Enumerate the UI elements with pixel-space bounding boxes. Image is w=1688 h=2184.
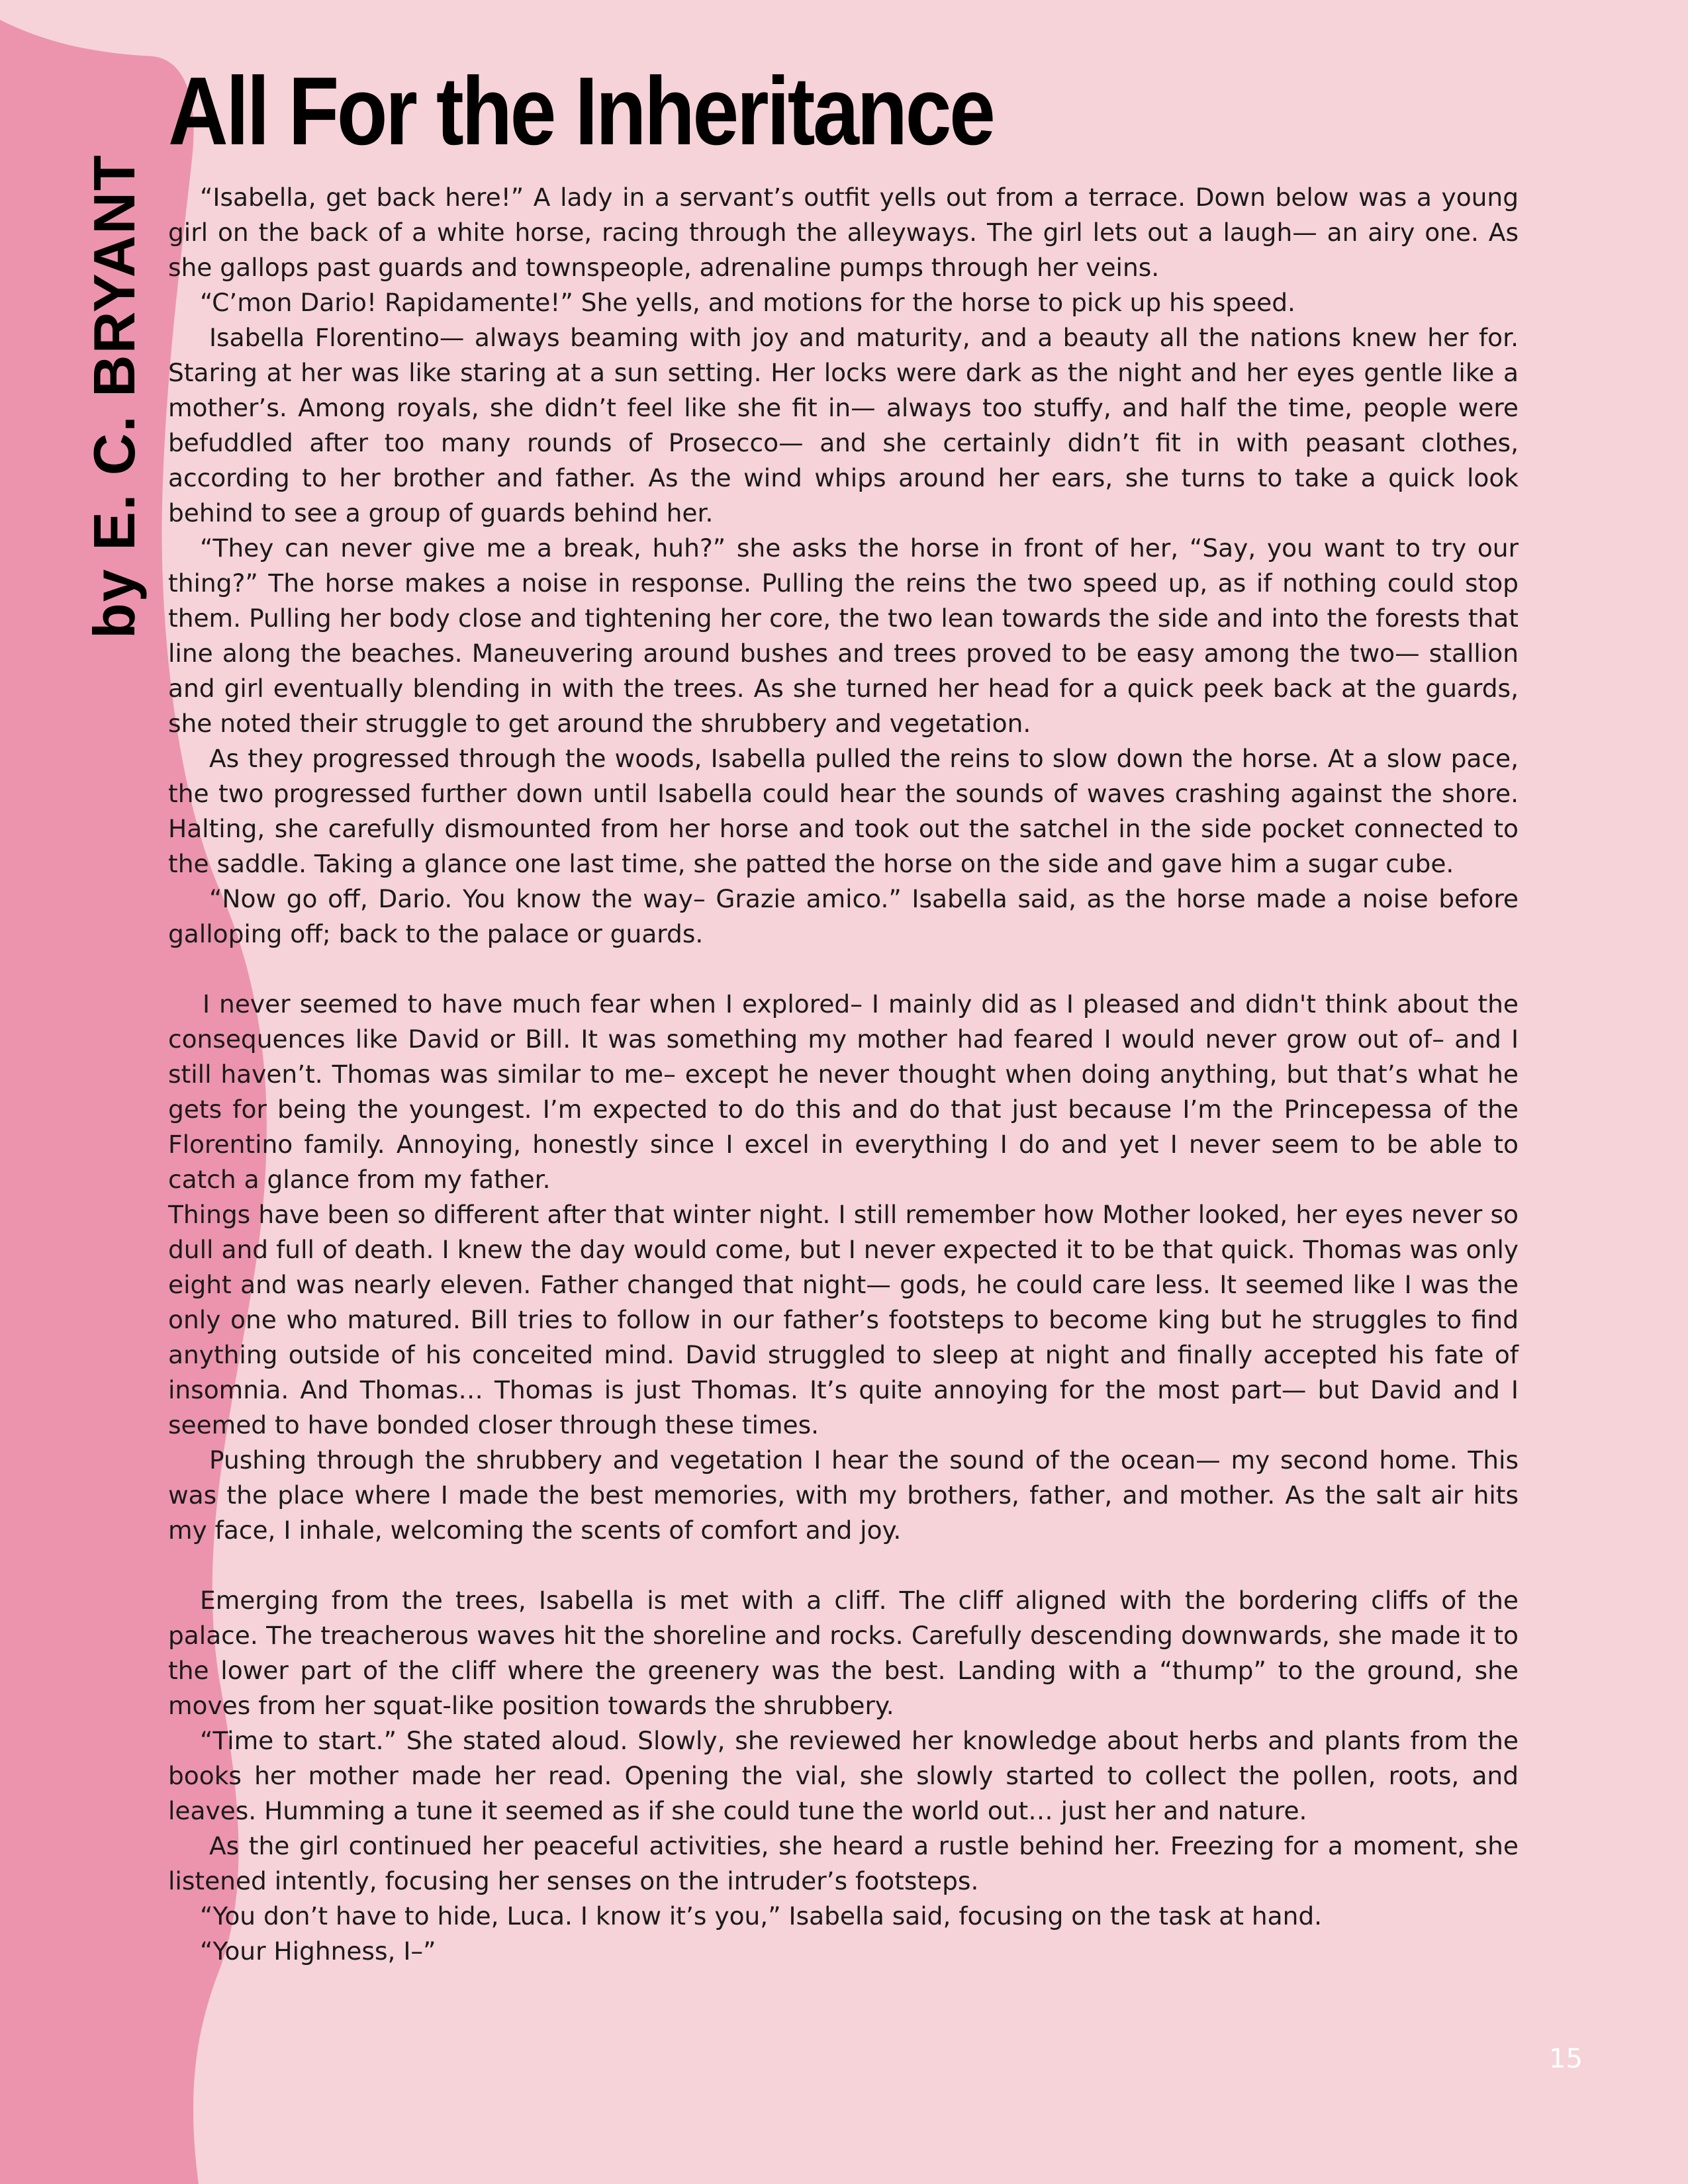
- paragraph-spacer: [168, 1548, 1519, 1583]
- paragraph: “They can never give me a break, huh?” she asks the horse in front of her, “Say, you want to try our thing?” The horse makes a noise in response. Pulling the reins the two speed up, as if nothing could stop them. Pulling her body close and tightening her core, the two lean towards the side and into the forests that line along the beaches. Maneuvering around bushes and trees proved to be easy among the two— stallion and girl eventually blending in with the trees. As she turned her head for a quick peek back at the guards, she noted their struggle to get around the shrubbery and vegetation.: [168, 533, 1519, 738]
- paragraph: As the girl continued her peaceful activities, she heard a rustle behind her. Freezing for a moment, she listened intently, focusing her senses on the intruder’s footsteps.: [168, 1831, 1519, 1895]
- paragraph-spacer: [168, 952, 1519, 987]
- story-title: All For the Inheritance: [168, 57, 994, 165]
- paragraph: “C’mon Dario! Rapidamente!” She yells, and motions for the horse to pick up his speed.: [200, 288, 1295, 317]
- paragraph: “Isabella, get back here!” A lady in a servant’s outfit yells out from a terrace. Down below was a young girl on the back of a white horse, racing through the alleyways. The girl lets out a laugh— an airy one. As she gallops past guards and townspeople, adrenaline pumps through her veins.: [168, 183, 1519, 282]
- paragraph: Isabella Florentino— always beaming with joy and maturity, and a beauty all the nations knew her for. Staring at her was like staring at a sun setting. Her locks were dark as the night and her eyes gentle like a mother’s. Among royals, she didn’t feel like she fit in— always too stuffy, and half the time, people were befuddled after too many rounds of Prosecco— and she certainly didn’t fit in with peasant clothes, according to her brother and father. As the wind whips around her ears, she turns to take a quick look behind to see a group of guards behind her.: [168, 323, 1519, 527]
- paragraph: “You don’t have to hide, Luca. I know it’s you,” Isabella said, focusing on the task at hand.: [200, 1901, 1323, 1931]
- author-byline: by E. C. BRYANT: [81, 154, 147, 639]
- paragraph: Things have been so different after that winter night. I still remember how Mother looked, her eyes never so dull and full of death. I knew the day would come, but I never expected it to be that quick. Thomas was only eight and was nearly eleven. Father changed that night— gods, he could care less. It seemed like I was the only one who matured. Bill tries to follow in our father’s footsteps to become king but he struggles to find anything outside of his conceited mind. David struggled to sleep at night and finally accepted his fate of insomnia. And Thomas… Thomas is just Thomas. It’s quite annoying for the most part— but David and I seemed to have bonded closer through these times.: [168, 1200, 1519, 1439]
- paragraph: “Now go off, Dario. You know the way– Grazie amico.” Isabella said, as the horse made a noise before galloping off; back to the palace or guards.: [168, 884, 1519, 948]
- story-body: [168, 180, 1519, 1969]
- paragraph: Emerging from the trees, Isabella is met with a cliff. The cliff aligned with the bordering cliffs of the palace. The treacherous waves hit the shoreline and rocks. Carefully descending downwards, she made it to the lower part of the cliff where the greenery was the best. Landing with a “thump” to the ground, she moves from her squat-like position towards the shrubbery.: [168, 1586, 1519, 1720]
- paragraph: I never seemed to have much fear when I explored– I mainly did as I pleased and didn't think about the consequences like David or Bill. It was something my mother had feared I would never grow out of– and I still haven’t. Thomas was similar to me– except he never thought when doing anything, but that’s what he gets for being the youngest. I’m expected to do this and do that just because I’m the Princepessa of the Florentino family. Annoying, honestly since I excel in everything I do and yet I never seem to be able to catch a glance from my father.: [168, 989, 1519, 1194]
- paragraph: As they progressed through the woods, Isabella pulled the reins to slow down the horse. At a slow pace, the two progressed further down until Isabella could hear the sounds of waves crashing against the shore. Halting, she carefully dismounted from her horse and took out the satchel in the side pocket connected to the saddle. Taking a glance one last time, she patted the horse on the side and gave him a sugar cube.: [168, 744, 1519, 878]
- paragraph: Pushing through the shrubbery and vegetation I hear the sound of the ocean— my second home. This was the place where I made the best memories, with my brothers, father, and mother. As the salt air hits my face, I inhale, welcoming the scents of comfort and joy.: [168, 1445, 1519, 1545]
- paragraph: “Time to start.” She stated aloud. Slowly, she reviewed her knowledge about herbs and plants from the books her mother made her read. Opening the vial, she slowly started to collect the pollen, roots, and leaves. Humming a tune it seemed as if she could tune the world out… just her and nature.: [168, 1726, 1519, 1825]
- paragraph: “Your Highness, I–”: [200, 1936, 436, 1966]
- page-number: 15: [1549, 2044, 1583, 2074]
